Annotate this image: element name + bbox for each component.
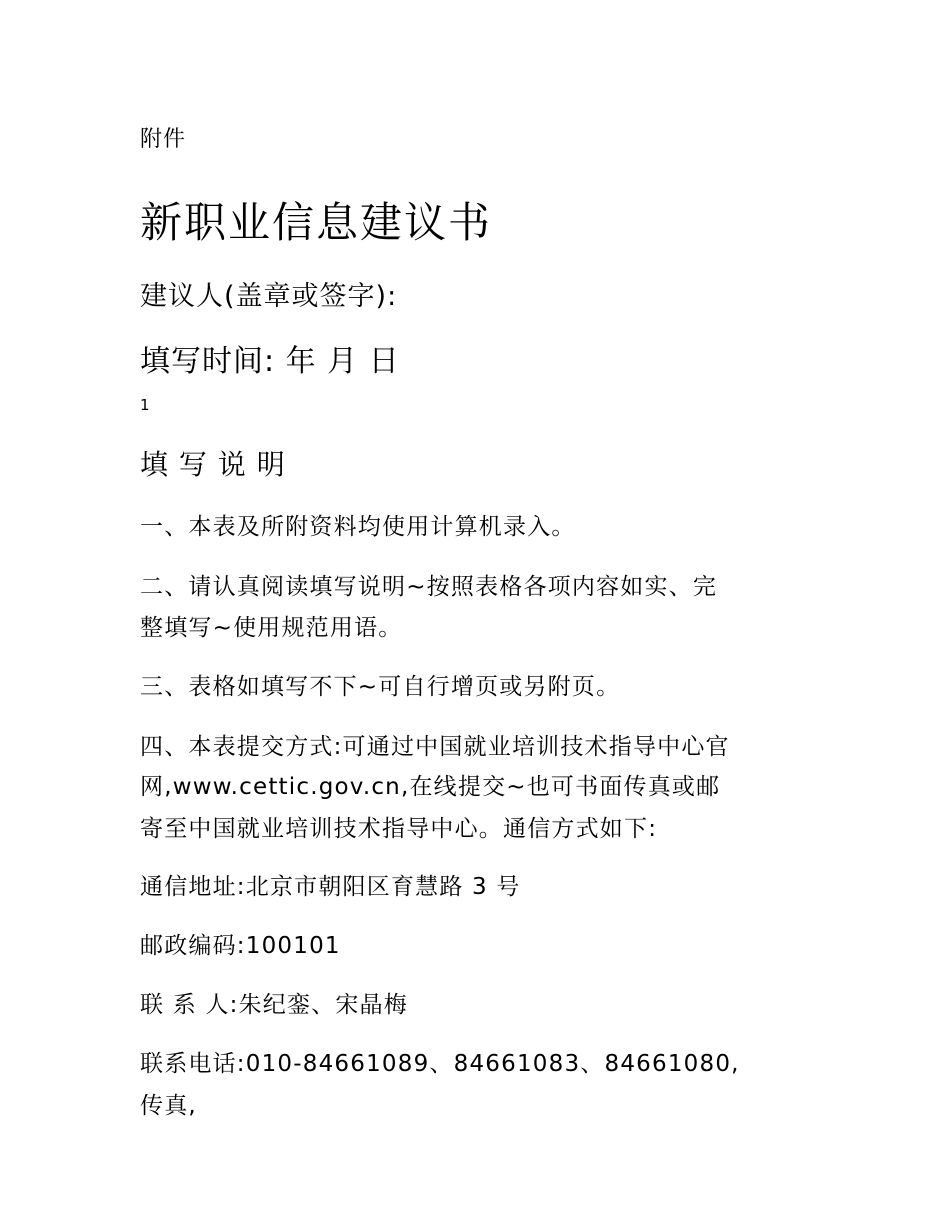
contact-person: 联 系 人:朱纪銮、宋晶梅: [140, 992, 408, 1018]
instruction-item-1: 一、本表及所附资料均使用计算机录入。: [140, 514, 576, 540]
contact-phone-line-2: 传真,: [140, 1093, 197, 1119]
document-title: 新职业信息建议书: [140, 198, 493, 247]
contact-postal-code: 邮政编码:100101: [140, 933, 341, 959]
instruction-item-4-line-3: 寄至中国就业培训技术指导中心。通信方式如下:: [140, 816, 658, 842]
contact-address: 通信地址:北京市朝阳区育慧路 3 号: [140, 874, 521, 900]
proposer-signature-line: 建议人(盖章或签字):: [140, 281, 398, 312]
contact-phone-line-1: 联系电话:010-84661089、84661083、84661080,: [140, 1051, 740, 1077]
instruction-item-4-line-1: 四、本表提交方式:可通过中国就业培训技术指导中心官: [140, 734, 730, 760]
attachment-label: 附件: [140, 127, 187, 152]
fill-time-line: 填写时间: 年 月 日: [140, 344, 400, 379]
instruction-item-4-line-2: 网,www.cettic.gov.cn,在线提交~也可书面传真或邮: [140, 774, 721, 800]
instruction-item-2-line-1: 二、请认真阅读填写说明~按照表格各项内容如实、完: [140, 574, 718, 600]
instruction-item-3: 三、表格如填写不下~可自行增页或另附页。: [140, 674, 621, 700]
instruction-item-2-line-2: 整填写~使用规范用语。: [140, 615, 403, 641]
instructions-heading: 填 写 说 明: [140, 448, 286, 481]
page-number: 1: [140, 396, 150, 414]
